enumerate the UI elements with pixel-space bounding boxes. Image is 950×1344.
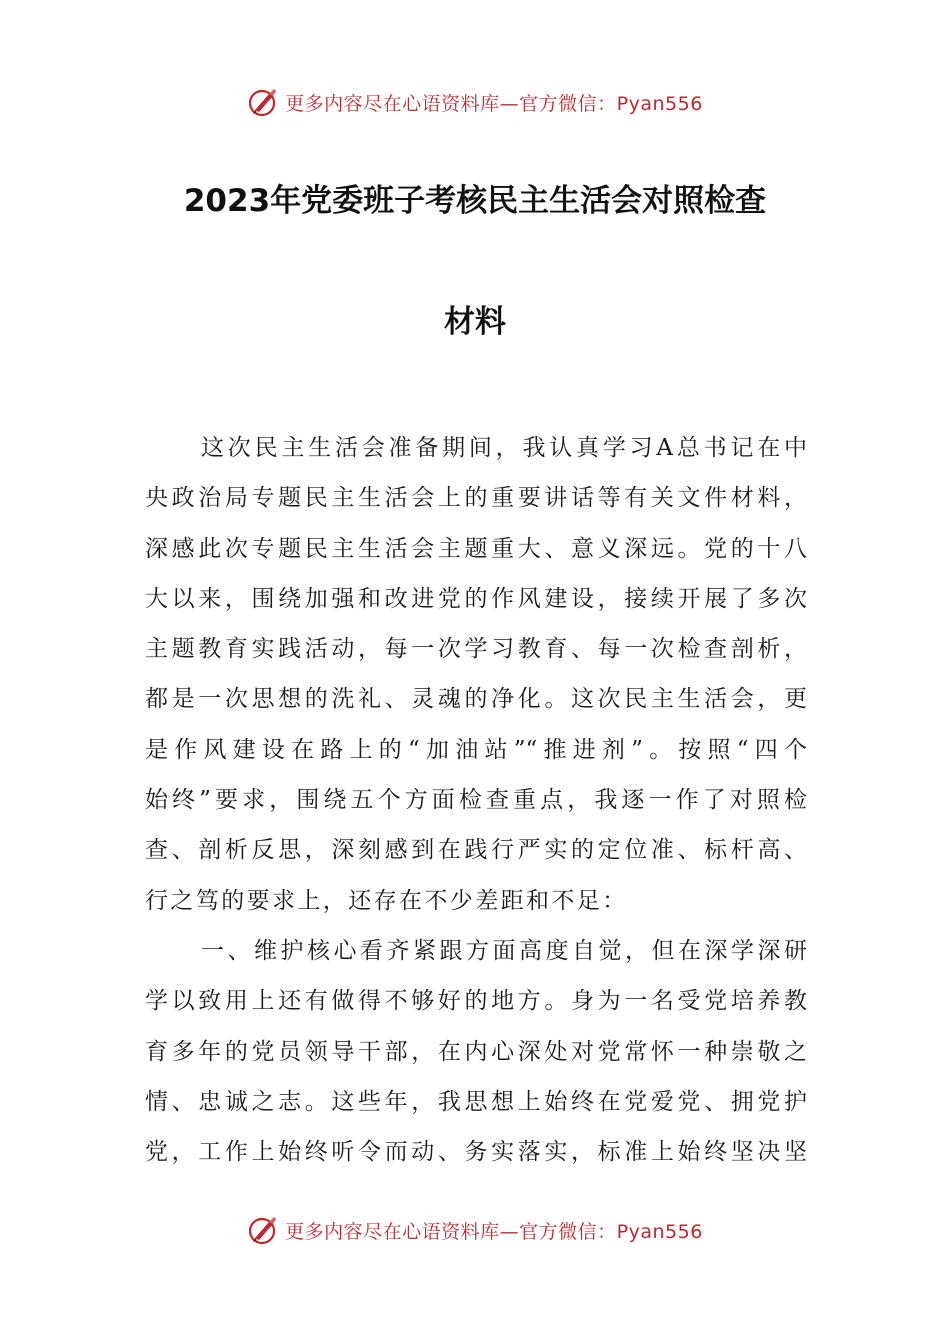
paragraph-line: 深感此次专题民主生活会主题重大、意义深远。党的十八 xyxy=(145,535,807,562)
paragraph-line: 央政治局专题民主生活会上的重要讲话等有关文件材料， xyxy=(145,485,807,512)
paragraph-line: 情、忠诚之志。这些年，我思想上始终在党爱党、拥党护 xyxy=(145,1088,807,1115)
paragraph-line: 党，工作上始终听令而动、务实落实，标准上始终坚决坚 xyxy=(145,1139,807,1166)
paragraph-line: 都是一次思想的洗礼、灵魂的净化。这次民主生活会，更 xyxy=(145,686,807,713)
paragraph-line: 主题教育实践活动，每一次学习教育、每一次检查剖析， xyxy=(145,636,807,663)
paragraph-line: 是作风建设在路上的“加油站”“推进剂”。按照“四个 xyxy=(145,736,807,763)
document-title: 2023年党委班子考核民主生活会对照检查 xyxy=(183,183,767,219)
paragraph-line: 学以致用上还有做得不够好的地方。身为一名受党培养教 xyxy=(145,988,807,1015)
paragraph-line: 行之笃的要求上，还存在不少差距和不足： xyxy=(145,887,628,914)
paragraph-line: 育多年的党员领导干部，在内心深处对党常怀一种崇敬之 xyxy=(145,1038,807,1065)
footer-watermark xyxy=(0,1210,950,1250)
header-watermark xyxy=(0,82,950,122)
pen-logo-icon xyxy=(247,1214,279,1246)
paragraph-line: 查、剖析反思，深刻感到在践行严实的定位准、标杆高、 xyxy=(145,837,807,864)
paragraph-line: 始终”要求，围绕五个方面检查重点，我逐一作了对照检 xyxy=(145,787,807,814)
watermark-text: 更多内容尽在心语资料库—官方微信：Pyan556 xyxy=(285,1220,703,1243)
watermark-text: 更多内容尽在心语资料库—官方微信：Pyan556 xyxy=(285,92,703,115)
pen-logo-icon xyxy=(247,86,279,118)
paragraph-line: 大以来，围绕加强和改进党的作风建设，接续开展了多次 xyxy=(145,585,807,612)
paragraph-line: 一、维护核心看齐紧跟方面高度自觉，但在深学深研 xyxy=(201,937,807,964)
paragraph-line: 这次民主生活会准备期间，我认真学习A总书记在中 xyxy=(201,435,807,461)
document-body xyxy=(145,428,807,1182)
document-title-continued: 材料 xyxy=(444,304,506,340)
